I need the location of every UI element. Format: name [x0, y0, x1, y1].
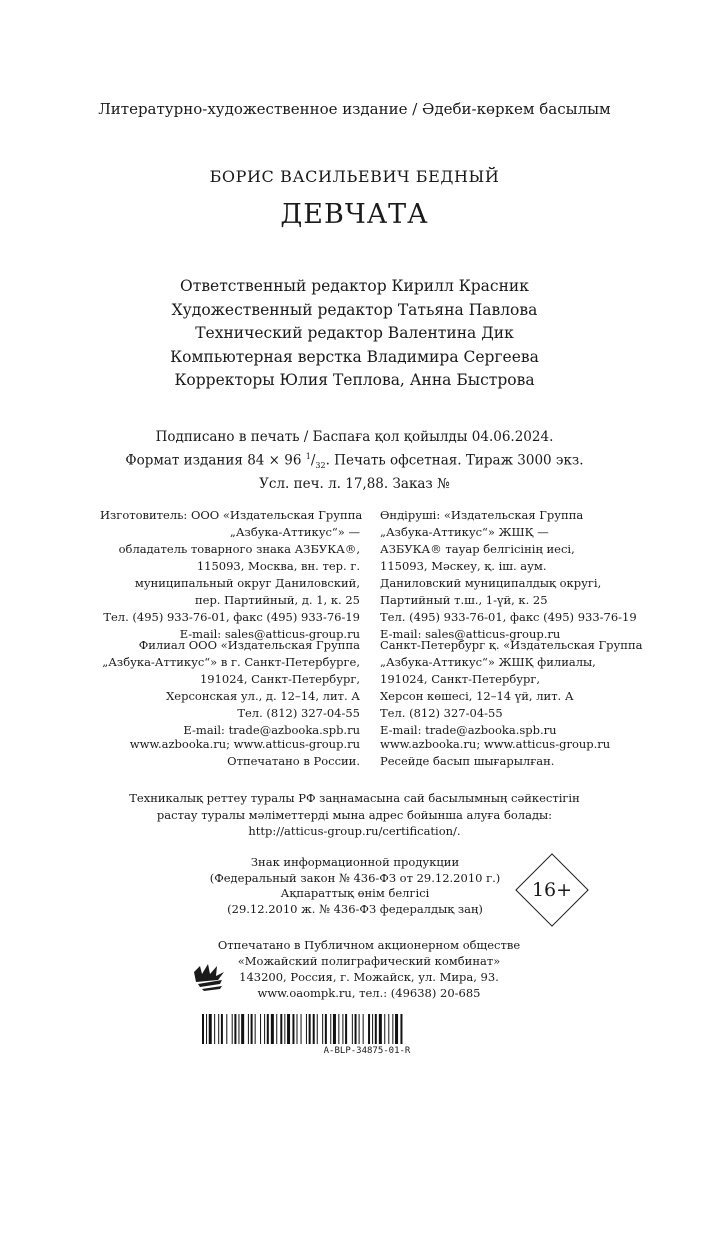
text-line: пер. Партийный, д. 1, к. 25: [194, 593, 360, 607]
text-line: „Азбука-Аттикус“» —: [229, 525, 360, 539]
printer-block: [214, 937, 524, 1001]
text-line: Филиал ООО «Издательская Группа: [138, 638, 360, 652]
text-line: „Азбука-Аттикус“» ЖШҚ филиалы,: [380, 655, 596, 669]
left-branch-block: [100, 637, 360, 739]
text-line: 143200, Россия, г. Можайск, ул. Мира, 93.: [239, 970, 499, 984]
text-line: Херсонская ул., д. 12–14, лит. А: [166, 689, 360, 703]
book-author: БОРИС ВАСИЛЬЕВИЧ БЕДНЫЙ: [209, 167, 500, 186]
credit-line: Компьютерная верстка Владимира Сергеева: [170, 347, 539, 366]
text-line: Ресейде басып шығарылған.: [380, 754, 555, 768]
right-branch-block: [380, 637, 643, 739]
text-line: растау туралы мәліметтерді мына адрес бойынша алуға болады:: [156, 807, 553, 822]
text-line: (29.12.2010 ж. № 436-ФЗ федералдық заң): [227, 901, 483, 916]
format-line: Формат издания 84 × 96 $^1/_{32}$. Печать офсетная. Тираж 3000 экз.: [125, 452, 584, 471]
right-web-block: [380, 736, 640, 770]
text-line: „Азбука-Аттикус“» в г. Санкт-Петербурге,: [102, 655, 360, 669]
text-line: (Федеральный закон № 436-ФЗ от 29.12.2010 г.): [209, 870, 501, 885]
age-rating-badge: [515, 853, 589, 927]
text-line: Ақпараттық өнім белгісі: [280, 886, 430, 900]
text-line: Партийный т.ш., 1-үй, к. 25: [380, 593, 548, 607]
text-line: E-mail: trade@azbooka.spb.ru: [183, 723, 360, 737]
credit-line: Художественный редактор Татьяна Павлова: [171, 300, 538, 319]
left-maker-block: [100, 507, 363, 643]
text-line: E-mail: sales@atticus-group.ru: [380, 627, 561, 641]
text-line: www.azbooka.ru; www.atticus-group.ru: [380, 737, 611, 751]
credit-line: Ответственный редактор Кирилл Красник: [180, 277, 529, 295]
certification-block: [0, 790, 709, 840]
text-line: Знак информационной продукции: [250, 855, 460, 869]
text-line: обладатель товарного знака АЗБУКА®,: [118, 542, 360, 556]
info-mark-block: [200, 855, 510, 917]
text-line: Отпечатано в Публичном акционерном обществе: [217, 938, 521, 952]
left-web-block: [100, 736, 360, 770]
certification-link[interactable]: http://atticus-group.ru/certification/.: [248, 824, 461, 838]
book-title: ДЕВЧАТА: [280, 199, 429, 230]
text-line: E-mail: trade@azbooka.spb.ru: [380, 723, 557, 737]
text-line: Даниловский муниципалдық округі,: [380, 576, 602, 590]
text-line: Отпечатано в России.: [227, 754, 360, 768]
sheets-line: Усл. печ. л. 17,88. Заказ №: [259, 476, 450, 493]
text-line: 191024, Санкт-Петербург,: [199, 672, 360, 686]
text-line: 191024, Санкт-Петербург,: [380, 672, 541, 686]
text-line: „Азбука-Аттикус“» ЖШҚ —: [380, 525, 549, 539]
text-line: Санкт-Петербург қ. «Издательская Группа: [380, 638, 643, 652]
barcode-number: A-BLP-34875-01-R: [323, 1046, 411, 1056]
text-line: муниципальный округ Даниловский,: [134, 576, 360, 590]
credits-block: [0, 275, 709, 393]
text-line: Тел. (812) 327-04-55: [237, 706, 360, 720]
text-line: Херсон көшесі, 12–14 үй, лит. А: [380, 689, 574, 703]
text-line: Тел. (495) 933-76-01, факс (495) 933-76-19: [380, 610, 637, 624]
text-line: Техникалық реттеу туралы РФ заңнамасына сай басылымның сәйкестігін: [129, 791, 580, 805]
text-line: 115093, Москва, вн. тер. г.: [196, 559, 360, 573]
text-line: АЗБУКА® тауар белгісінің иесі,: [380, 542, 575, 556]
right-maker-block: [380, 507, 640, 643]
text-line: Өндіруші: «Издательская Группа: [380, 508, 584, 522]
age-rating-text: 16+: [531, 879, 573, 901]
text-line: E-mail: sales@atticus-group.ru: [179, 627, 360, 641]
print-info: [0, 428, 709, 494]
genre-line: Литературно-художественное издание / Әдеби-көркем басылым: [98, 100, 611, 118]
signed-line: Подписано в печать / Баспаға қол қойылды 04.06.2024.: [155, 429, 554, 445]
text-line: www.oaompk.ru, тел.: (49638) 20-685: [257, 986, 481, 1000]
text-line: «Можайский полиграфический комбинат»: [237, 954, 501, 968]
barcode-icon: [202, 1014, 532, 1044]
text-line: www.azbooka.ru; www.atticus-group.ru: [129, 737, 360, 751]
text-line: Тел. (812) 327-04-55: [380, 706, 503, 720]
text-line: Изготовитель: ООО «Издательская Группа: [100, 508, 363, 522]
credit-line: Технический редактор Валентина Дик: [195, 324, 514, 342]
credit-line: Корректоры Юлия Теплова, Анна Быстрова: [174, 371, 535, 389]
text-line: Тел. (495) 933-76-01, факс (495) 933-76-19: [103, 610, 360, 624]
text-line: 115093, Мәскеу, қ. іш. аум.: [380, 559, 547, 573]
